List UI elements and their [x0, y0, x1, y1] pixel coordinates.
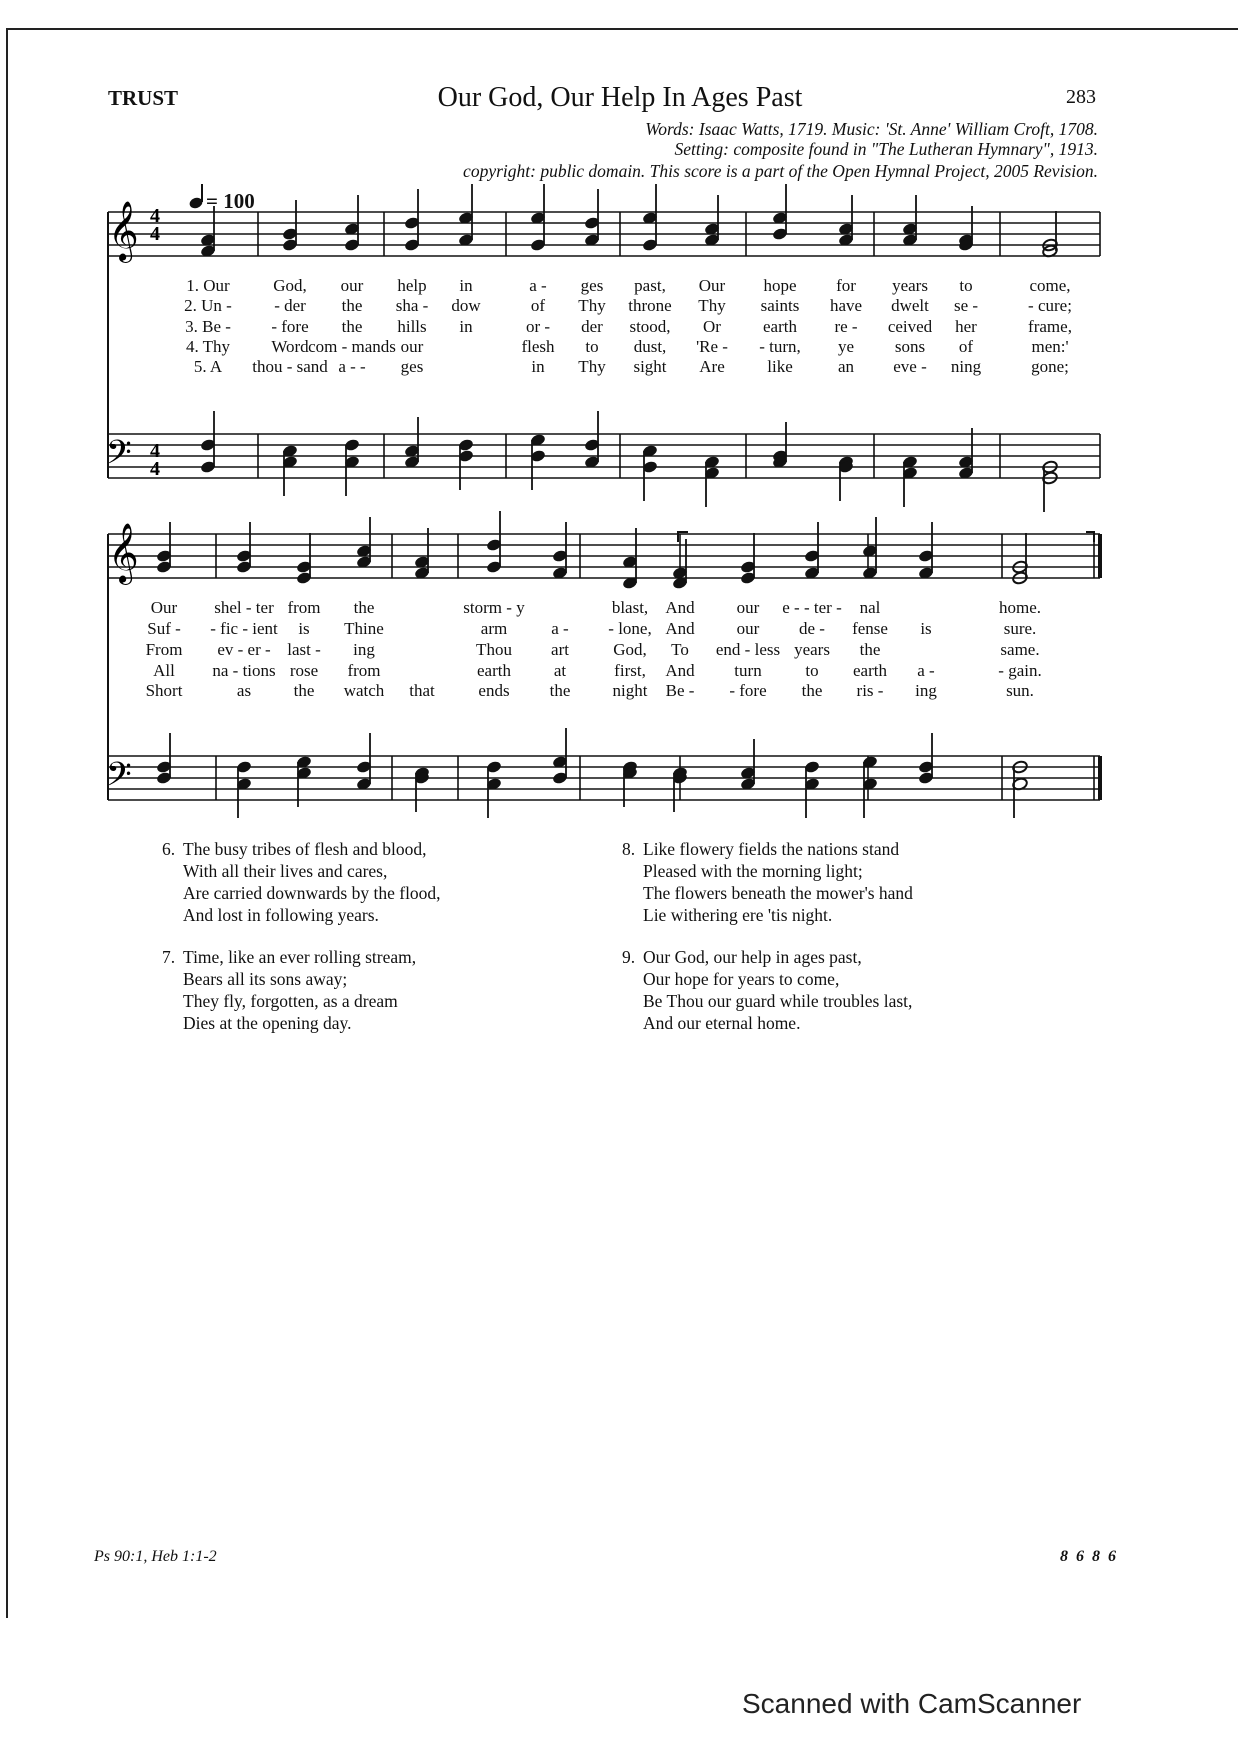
verse-line: Bears all its sons away;: [183, 969, 348, 989]
lyric-syllable: ye: [837, 337, 855, 356]
lyric-syllable: arm: [480, 619, 508, 638]
verse-number: 8.: [622, 839, 636, 859]
lyric-syllable: thou - sand: [252, 357, 328, 376]
lyric-syllable: turn: [734, 661, 762, 680]
lyric-syllable: from: [287, 598, 321, 617]
time-signature: 4: [150, 440, 160, 462]
lyric-syllable: Short: [145, 681, 183, 700]
lyric-syllable: Thou: [476, 640, 512, 659]
lyric-syllable: the: [353, 598, 375, 617]
lyric-syllable: the: [801, 681, 823, 700]
lyric-syllable: earth: [763, 317, 797, 336]
verse-line: Our hope for years to come,: [643, 969, 840, 989]
lyric-syllable: storm - y: [463, 598, 525, 617]
lyric-syllable: Be -: [665, 681, 695, 700]
lyric-syllable: or -: [525, 317, 551, 336]
lyric-syllable: ends: [478, 681, 510, 700]
lyric-syllable: Are: [699, 357, 725, 376]
lyric-syllable: is: [298, 619, 310, 638]
lyric-syllable: years: [892, 276, 928, 295]
lyric-syllable: 4. Thy: [185, 337, 231, 356]
hymn-number: 283: [1066, 86, 1096, 108]
time-signature: 4: [150, 205, 160, 227]
lyric-syllable: flesh: [521, 337, 555, 356]
verse-line: With all their lives and cares,: [183, 861, 388, 881]
lyric-syllable: help: [397, 276, 427, 295]
lyric-syllable: fense: [852, 619, 888, 638]
lyric-syllable: throne: [628, 296, 672, 315]
lyric-syllable: Our: [150, 598, 178, 617]
scripture-reference: Ps 90:1, Heb 1:1-2: [94, 1548, 217, 1565]
lyric-syllable: that: [409, 681, 435, 700]
lyric-syllable: a -: [917, 661, 935, 680]
lyric-syllable: sure.: [1003, 619, 1037, 638]
lyric-syllable: of: [530, 296, 546, 315]
lyric-syllable: na - tions: [212, 661, 276, 680]
lyric-syllable: - fic - ient: [210, 619, 278, 638]
lyric-syllable: her: [955, 317, 977, 336]
lyric-syllable: de -: [799, 619, 825, 638]
clef-signs: [106, 201, 160, 802]
time-signature: 4: [150, 223, 160, 245]
lyric-syllable: home.: [998, 598, 1042, 617]
lyric-syllable: in: [531, 357, 545, 376]
lyric-syllable: saints: [760, 296, 800, 315]
lyric-syllable: an: [837, 357, 855, 376]
lyric-syllable: men:': [1031, 337, 1069, 356]
lyric-syllable: a -: [551, 619, 569, 638]
lyric-syllable: And: [665, 619, 695, 638]
verse-line: Our God, our help in ages past,: [643, 947, 862, 967]
lyric-syllable: past,: [634, 276, 666, 295]
lyric-syllable: in: [459, 276, 473, 295]
quarter-note-icon: [188, 184, 204, 210]
lyric-syllable: the: [859, 640, 881, 659]
verse-line: Are carried downwards by the flood,: [183, 883, 441, 903]
verse-line: The flowers beneath the mower's hand: [643, 883, 913, 903]
verse-line: Pleased with the morning light;: [643, 861, 863, 881]
lyric-syllable: our: [736, 598, 760, 617]
lyric-syllable: dow: [451, 296, 481, 315]
lyric-syllable: - fore: [271, 317, 309, 336]
lyric-syllable: e - - ter -: [782, 598, 842, 617]
lyric-syllable: a - -: [338, 357, 366, 376]
verse-line: Dies at the opening day.: [183, 1013, 352, 1033]
verse-number: 9.: [622, 947, 636, 967]
bass-clef-icon: 𝄢: [106, 434, 132, 480]
lyric-syllable: - fore: [729, 681, 767, 700]
lyric-syllable: the: [341, 296, 363, 315]
lyric-syllable: the: [293, 681, 315, 700]
lyric-syllable: And: [665, 598, 695, 617]
lyric-syllable: Our: [698, 276, 726, 295]
lyric-syllable: ges: [400, 357, 424, 376]
lyric-syllable: Thy: [578, 296, 606, 315]
lyric-syllable: ceived: [887, 317, 933, 336]
lyric-syllable: 2. Un -: [184, 296, 232, 315]
scanner-watermark: Scanned with CamScanner: [742, 1688, 1082, 1719]
verse-8: [622, 838, 913, 926]
time-signature: 4: [150, 458, 160, 480]
lyric-syllable: to: [959, 276, 973, 295]
lyric-syllable: first,: [614, 661, 646, 680]
verse-line: Be Thou our guard while troubles last,: [643, 991, 913, 1011]
verse-7: [162, 946, 416, 1034]
lyric-syllable: To: [671, 640, 689, 659]
lyric-syllable: se -: [953, 296, 979, 315]
lyric-syllable: - lone,: [608, 619, 652, 638]
lyric-syllable: Suf -: [147, 619, 181, 638]
lyric-syllable: at: [553, 661, 567, 680]
lyric-syllable: And: [665, 661, 695, 680]
lyric-syllable: All: [153, 661, 175, 680]
lyric-syllable: night: [612, 681, 648, 700]
lyric-syllable: ev - er -: [217, 640, 271, 659]
lyric-syllable: ing: [353, 640, 375, 659]
lyric-syllable: Thy: [578, 357, 606, 376]
lyric-syllable: stood,: [629, 317, 671, 336]
credits-copyright: copyright: public domain. This score is a part of the Open Hymnal Project, 2005 Revision.: [463, 161, 1098, 181]
lyric-syllable: gone;: [1031, 357, 1069, 376]
lyric-syllable: to: [805, 661, 819, 680]
lyric-syllable: the: [549, 681, 571, 700]
lyric-syllable: der: [581, 317, 603, 336]
treble-clef-icon: 𝄞: [108, 523, 139, 583]
lyric-syllable: last -: [287, 640, 321, 659]
lyric-syllable: re -: [834, 317, 858, 336]
verse-line: And lost in following years.: [183, 905, 379, 925]
lyric-syllable: from: [347, 661, 381, 680]
lyric-syllable: for: [836, 276, 856, 295]
lyric-syllable: same.: [1000, 640, 1040, 659]
lyric-syllable: nal: [859, 598, 881, 617]
lyric-syllable: in: [459, 317, 473, 336]
verse-line: Like flowery fields the nations stand: [643, 839, 900, 859]
lyric-syllable: dwelt: [891, 296, 929, 315]
credits-words-music: Words: Isaac Watts, 1719. Music: 'St. Anne' William Croft, 1708.: [645, 119, 1098, 139]
lyric-syllable: frame,: [1028, 317, 1072, 336]
lyric-syllable: earth: [853, 661, 887, 680]
lyric-syllable: hills: [397, 317, 427, 336]
lyric-syllable: our: [340, 276, 364, 295]
lyric-syllable: have: [829, 296, 863, 315]
lyric-syllable: sight: [633, 357, 667, 376]
lyric-syllable: like: [767, 357, 793, 376]
lyric-syllable: - cure;: [1028, 296, 1072, 315]
lyric-syllable: Word: [271, 337, 309, 356]
lyric-syllable: the: [341, 317, 363, 336]
lyric-syllable: ges: [580, 276, 604, 295]
lyric-syllable: earth: [477, 661, 511, 680]
lyric-syllable: 5. A: [193, 357, 223, 376]
lyric-syllable: blast,: [611, 598, 649, 617]
lyric-syllable: eve -: [893, 357, 927, 376]
lyric-syllable: From: [145, 640, 183, 659]
lyric-syllable: art: [551, 640, 569, 659]
lyric-syllable: - turn,: [759, 337, 801, 356]
verse-number: 6.: [162, 839, 176, 859]
meter-label: 8 6 8 6: [1060, 1548, 1118, 1565]
lyric-syllable: Thy: [698, 296, 726, 315]
hymn-category: TRUST: [108, 86, 179, 110]
lyric-syllable: years: [794, 640, 830, 659]
lyric-syllable: ning: [950, 357, 982, 376]
credits-setting: Setting: composite found in "The Lutheran Hymnary", 1913.: [674, 139, 1098, 159]
lyric-syllable: God,: [613, 640, 647, 659]
lyric-syllable: rose: [289, 661, 319, 680]
lyric-syllable: of: [958, 337, 974, 356]
verse-6: [162, 838, 441, 926]
lyric-syllable: as: [236, 681, 252, 700]
verse-9: [622, 946, 912, 1034]
lyric-syllable: a -: [529, 276, 547, 295]
lyric-syllable: Or: [703, 317, 721, 336]
lyric-syllable: shel - ter: [214, 598, 274, 617]
lyric-syllable: sha -: [395, 296, 429, 315]
lyric-syllable: - der: [274, 296, 306, 315]
lyric-syllable: 'Re -: [696, 337, 728, 356]
verse-line: Lie withering ere 'tis night.: [643, 905, 833, 925]
bass-clef-icon: 𝄢: [106, 756, 132, 802]
lyric-syllable: 3. Be -: [185, 317, 231, 336]
verse-number: 7.: [162, 947, 176, 967]
lyric-syllable: dust,: [633, 337, 667, 356]
lyric-syllable: come,: [1029, 276, 1071, 295]
lyric-syllable: is: [920, 619, 932, 638]
lyric-syllable: Thine: [344, 619, 384, 638]
lyric-syllable: sons: [894, 337, 926, 356]
treble-clef-icon: 𝄞: [108, 201, 139, 261]
lyric-syllable: watch: [343, 681, 385, 700]
lyric-syllable: end - less: [715, 640, 781, 659]
lyric-syllable: ing: [915, 681, 937, 700]
hymn-title: Our God, Our Help In Ages Past: [437, 82, 803, 113]
verse-line: And our eternal home.: [643, 1013, 801, 1033]
lyric-syllable: our: [736, 619, 760, 638]
lyric-syllable: our: [400, 337, 424, 356]
verse-line: Time, like an ever rolling stream,: [183, 947, 417, 967]
lyric-syllable: sun.: [1006, 681, 1034, 700]
lyric-syllable: hope: [763, 276, 797, 295]
verse-line: The busy tribes of flesh and blood,: [183, 839, 427, 859]
lyric-syllable: God,: [273, 276, 307, 295]
lyric-syllable: to: [585, 337, 599, 356]
verse-line: They fly, forgotten, as a dream: [183, 991, 398, 1011]
lyric-syllable: ris -: [856, 681, 884, 700]
lyric-syllable: com - mands: [308, 337, 396, 356]
lyric-syllable: - gain.: [998, 661, 1042, 680]
lyric-syllable: 1. Our: [186, 276, 230, 295]
tempo-marking: = 100: [206, 189, 255, 213]
